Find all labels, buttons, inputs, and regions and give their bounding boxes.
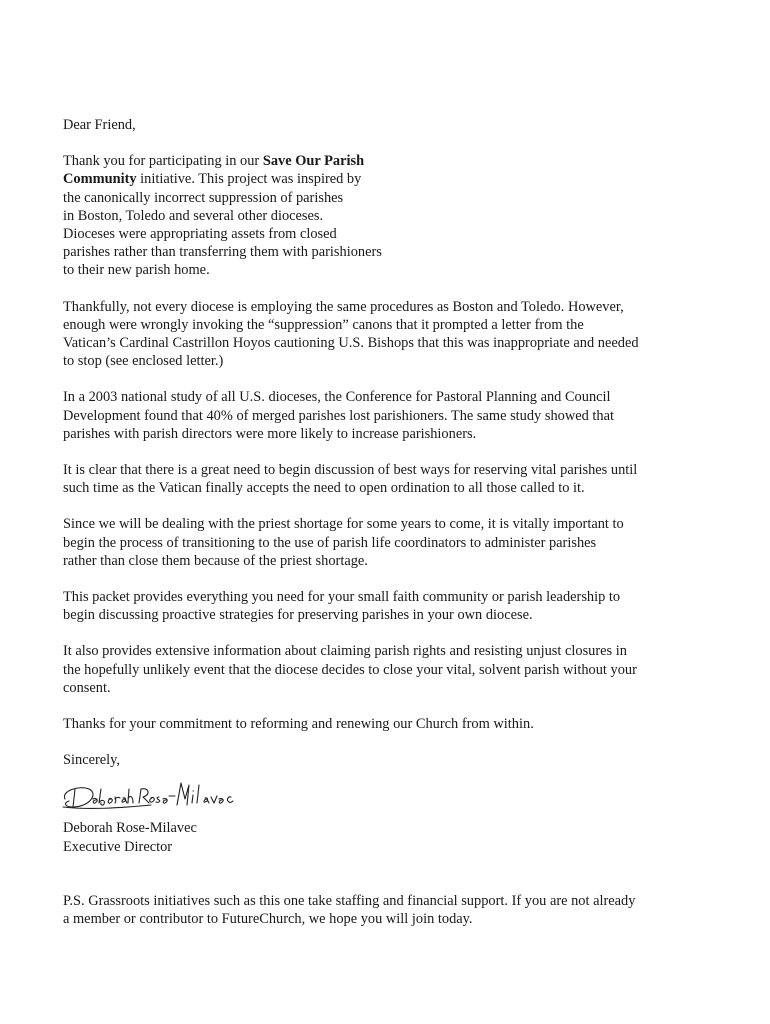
intro-line [63,152,713,170]
initiative-name-bold: Save Our Parish [262,153,365,170]
paragraph-shortage [63,515,713,570]
intro-line: Dioceses were appropriating assets from closed [63,226,337,243]
paragraph-line: Development found that 40% of merged parishes lost parishioners. The same study showed that [63,407,614,424]
paragraph-thanks [63,715,713,733]
postscript-line: a member or contributor to FutureChurch, we hope you will join today. [63,911,473,928]
intro-line [63,170,713,188]
paragraph-line: In a 2003 national study of all U.S. dioceses, the Conference for Pastoral Planning and Council [63,389,611,406]
intro-line: in Boston, Toledo and several other dioceses. [63,207,324,224]
salutation: Dear Friend, [63,117,136,133]
signer-title: Executive Director [63,838,173,855]
paragraph-line: enough were wrongly invoking the “suppression” canons that it prompted a letter from the [63,316,584,333]
postscript-line: P.S. Grassroots initiatives such as this one take staffing and financial support. If you are not already [63,892,636,909]
paragraph-line: consent. [63,679,111,696]
signer-name: Deborah Rose-Milavec [63,820,197,837]
initiative-name-bold: Community [63,171,137,188]
paragraph-line: parishes with parish directors were more likely to increase parishioners. [63,425,477,442]
letter-body [63,116,713,946]
paragraph-line: Since we will be dealing with the priest shortage for some years to come, it is vitally important to [63,516,624,533]
intro-text: Thank you for participating in our [63,153,263,170]
paragraph-line: Thankfully, not every diocese is employing the same procedures as Boston and Toledo. However, [63,298,624,315]
paragraph-line: Thanks for your commitment to reforming and renewing our Church from within. [63,716,534,733]
paragraph-rights [63,642,713,697]
intro-text: initiative. This project was inspired by [136,171,362,188]
paragraph-line: It is clear that there is a great need to begin discussion of best ways for reserving vital parishes until [63,462,638,479]
paragraph-study [63,388,713,443]
paragraph-line: rather than close them because of the priest shortage. [63,552,368,569]
paragraph-line: Vatican’s Cardinal Castrillon Hoyos cautioning U.S. Bishops that this was inappropriate and needed [63,335,639,352]
paragraph-suppression [63,298,713,371]
paragraph-line: This packet provides everything you need for your small faith community or parish leadership to [63,589,621,606]
postscript [63,892,713,928]
paragraph-line: begin the process of transitioning to the use of parish life coordinators to administer parishes [63,534,597,551]
paragraph-line: to stop (see enclosed letter.) [63,353,224,370]
intro-line: to their new parish home. [63,262,210,279]
paragraph-line: It also provides extensive information about claiming parish rights and resisting unjust closures in [63,643,627,660]
paragraph-line: the hopefully unlikely event that the diocese decides to close your vital, solvent parish without your [63,661,637,678]
paragraph-need [63,461,713,497]
intro-line: parishes rather than transferring them with parishioners [63,244,382,261]
handwritten-signature [59,777,249,817]
intro-paragraph [63,152,713,279]
paragraph-line: such time as the Vatican finally accepts the need to open ordination to all those called to it. [63,480,585,497]
paragraph-line: begin discussing proactive strategies for preserving parishes in your own diocese. [63,607,533,624]
closing: Sincerely, [63,752,121,769]
paragraph-packet [63,588,713,624]
intro-line: the canonically incorrect suppression of parishes [63,189,344,206]
